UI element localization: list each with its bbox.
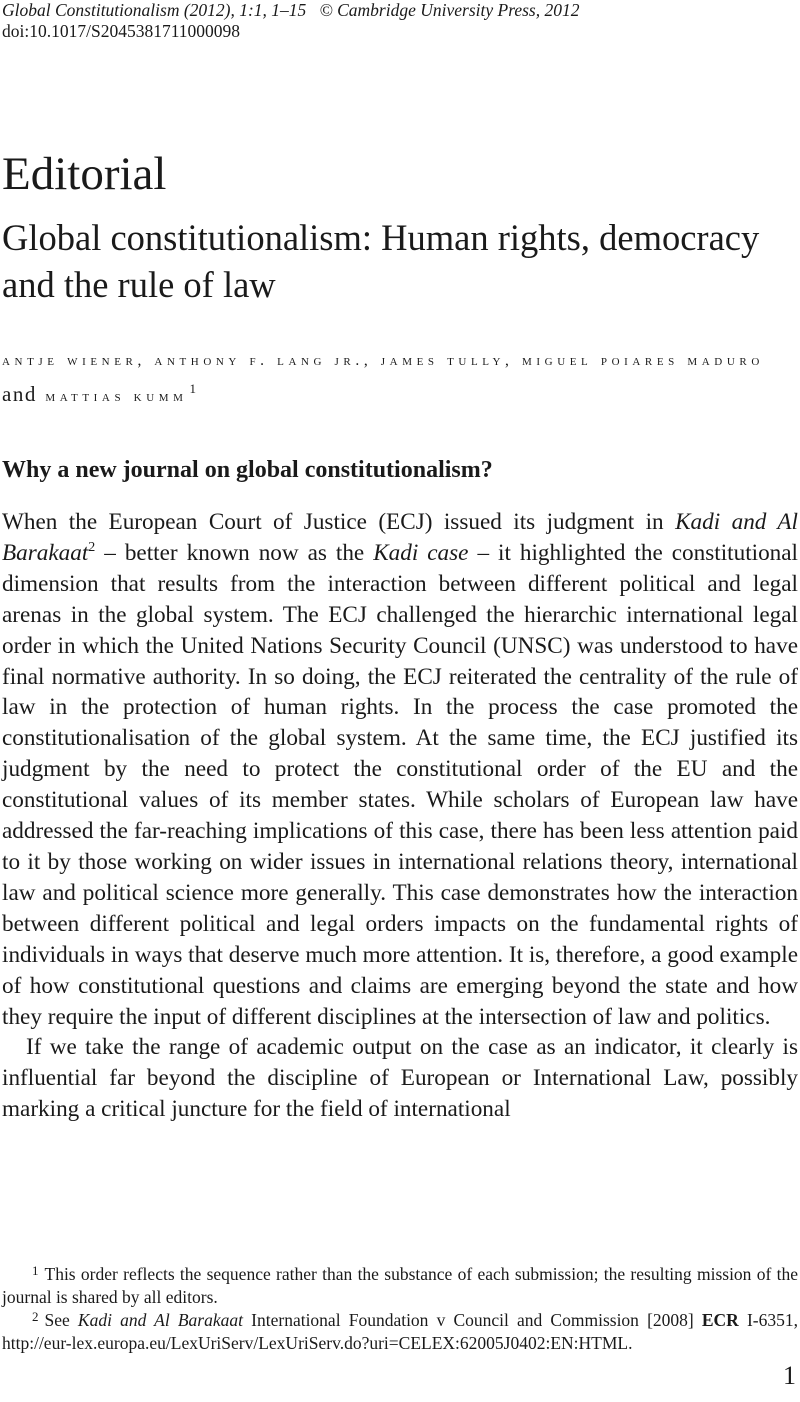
- author-list: [2, 347, 800, 411]
- running-header: [2, 0, 580, 42]
- doi: doi:10.1017/S2045381711000098: [2, 21, 241, 41]
- author-footnote-mark: 1: [189, 381, 197, 396]
- footnote-2-rest: I-6351, http://eur-lex.europa.eu/LexUriServ/LexUriServ.do?uri=CELEX:62005J0402:EN:HTML.: [2, 1310, 799, 1353]
- case-name-italic: Kadi and Al Barakaat: [2, 509, 798, 566]
- copyright-notice: © Cambridge University Press, 2012: [319, 0, 580, 20]
- section-heading: Why a new journal on global constitutionalism?: [2, 457, 493, 483]
- article-title: Global constitutionalism: Human rights, democracy and the rule of law: [2, 217, 760, 305]
- page-number: 1: [783, 1361, 796, 1390]
- footnote-2-case: Kadi and Al Barakaat: [77, 1310, 244, 1330]
- authors-conjunction: and: [2, 382, 37, 406]
- footnote-2: 2 See Kadi and Al Barakaat International Foundation v Council and Commission [2008] ECR I-6351, http://eur-lex.europa.eu/LexUriServ/LexUriServ.do?uri=CELEX:62005J0402:EN:HTML.: [2, 1309, 799, 1353]
- paragraph-1-text-c: – it highlighted the constitutional dimension that results from the interaction between different political and legal arenas in the global system. The ECJ challenged the hierarchic international legal order in which the United Nations Security Council (UNSC) was understood to have final normative authority. In so doing, the ECJ reiterated the centrality of the rule of law in the protection of human rights. In the process the case promoted the constitutionalisation of the global system. At the same time, the ECJ justified its judgment by the need to protect the constitutional order of the EU and the constitutional values of its member states. While scholars of European law have addressed the far-reaching implications of this case, there has been less attention paid to it by those working on wider issues in international relations theory, international law and political science more generally. This case demonstrates how the interaction between different political and legal orders impacts on the fundamental rights of individuals in ways that deserve much more attention. It is, therefore, a good example of how constitutional questions and claims are emerging beyond the state and how they require the input of different disciplines at the intersection of law and politics.: [2, 539, 798, 1030]
- article-body: [2, 507, 798, 1125]
- paragraph-1-text-a: When the European Court of Justice (ECJ) issued its judgment in: [2, 509, 676, 535]
- paragraph-1: [2, 507, 798, 1032]
- footnotes: [2, 1263, 798, 1354]
- authors-last: mattias kumm: [45, 388, 188, 405]
- paragraph-2: If we take the range of academic output on the case as an indicator, it clearly is influential far beyond the discipline of European or International Law, possibly marking a critical juncture for the field of international: [2, 1034, 798, 1123]
- footnote-1: 1 This order reflects the sequence rather than the substance of each submission; the resulting mission of the journal is shared by all editors.: [2, 1263, 798, 1307]
- journal-citation: Global Constitutionalism (2012), 1:1, 1–15: [2, 0, 307, 20]
- section-label: Editorial: [2, 148, 167, 200]
- paragraph-1-text-b: – better known now as the: [95, 539, 374, 566]
- case-short-italic: Kadi case: [373, 539, 469, 566]
- footnote-ref-2: 2: [88, 539, 96, 555]
- footnote-2-ecr: ECR: [701, 1310, 739, 1330]
- authors-names: antje wiener, anthony f. lang jr., james tully, miguel poiares maduro: [2, 352, 764, 369]
- footnote-2-see: See: [44, 1310, 78, 1330]
- footnote-2-mid: International Foundation v Council and Commission [2008]: [243, 1310, 702, 1330]
- footnote-1-text: This order reflects the sequence rather than the substance of each submission; the resulting mission of the journal is shared by all editors.: [2, 1264, 798, 1307]
